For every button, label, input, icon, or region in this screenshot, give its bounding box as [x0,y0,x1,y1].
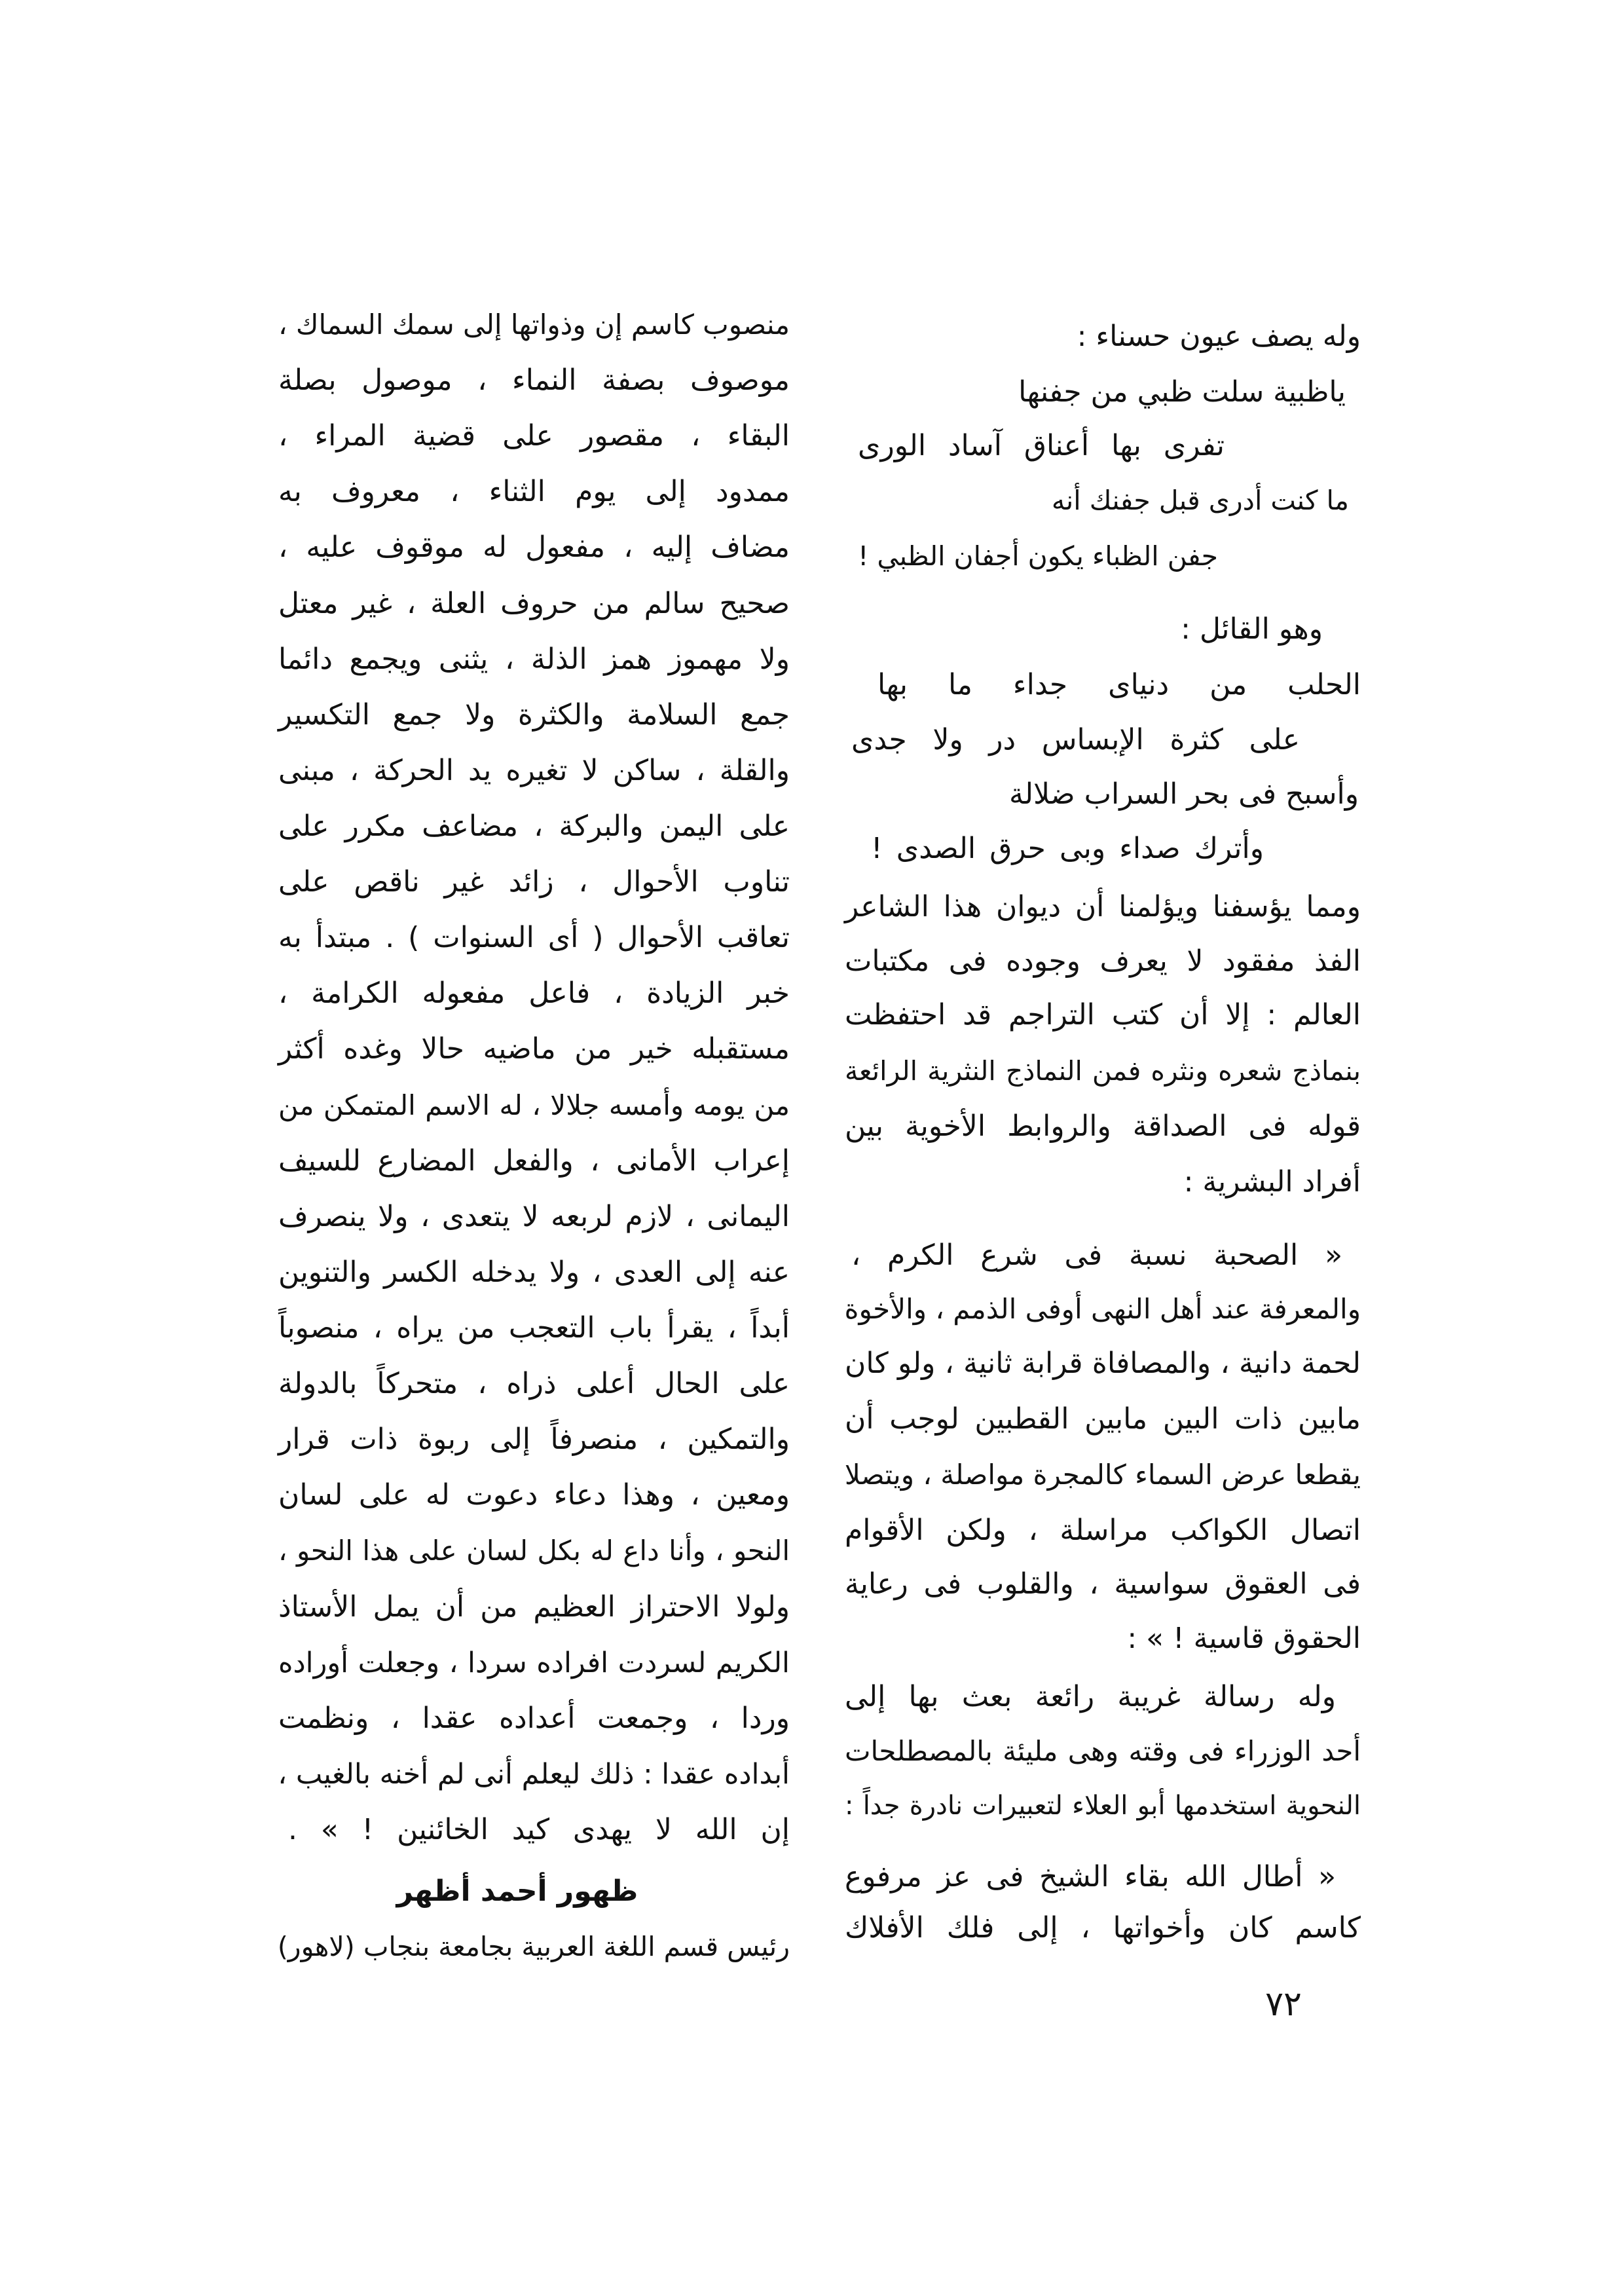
right-column-line: وأسبح فى بحر السراب ضلالة [1008,777,1359,812]
left-column-line: على اليمن والبركة ، مضاعف مكرر على [278,809,790,843]
left-column-line: منصوب كاسم إن وذواتها إلى سمك السماك ، [278,308,790,341]
left-column-line: على الحال أعلى ذراه ، متحركاً بالدولة [278,1367,790,1401]
right-column-line: قوله فى الصداقة والروابط الأخوية بين [845,1110,1361,1144]
right-column-line: كاسم كان وأخواتها ، إلى فلك الأفلاك [845,1911,1361,1945]
right-column-line: وله يصف عيون حسناء : [1077,319,1361,353]
left-column-line: عنه إلى العدى ، ولا يدخله الكسر والتنوين [278,1255,790,1289]
left-column-line: خبر الزيادة ، فاعل مفعوله الكرامة ، [278,977,790,1011]
right-column-line: بنماذج شعره ونثره فمن النماذج النثرية الرائعة [845,1055,1361,1087]
left-column-line: أبداً ، يقرأ باب التعجب من يراه ، منصوباً [278,1311,790,1345]
right-column-line: فى العقوق سواسية ، والقلوب فى رعاية [845,1567,1361,1601]
left-column-line: البقاء ، مقصور على قضية المراء ، [278,419,790,453]
right-column-line: جفن الظباء يكون أجفان الظبي ! [857,540,1218,572]
right-column-line: لحمة دانية ، والمصافاة قرابة ثانية ، ولو كان [845,1347,1361,1381]
left-column-line: إعراب الأمانى ، والفعل المضارع للسيف [278,1144,790,1178]
right-column-line: « أطال الله بقاء الشيخ فى عز مرفوع [845,1860,1336,1894]
left-column-line: مضاف إليه ، مفعول له موقوف عليه ، [278,531,790,565]
right-column-line: يقطعا عرض السماء كالمجرة مواصلة ، ويتصلا [844,1458,1361,1491]
right-column-line: أحد الوزراء فى وقته وهى مليئة بالمصطلحات [845,1735,1361,1768]
left-column-line: اليمانى ، لازم لربعه لا يتعدى ، ولا ينصرف [278,1199,790,1233]
right-column-line: وأترك صداء وبى حرق الصدى ! [871,831,1264,865]
right-column-line: العالم : إلا أن كتب التراجم قد احتفظت [845,998,1361,1032]
left-column-line: جمع السلامة والكثرة ولا جمع التكسير [278,698,790,732]
author-title: رئيس قسم اللغة العربية بجامعة بنجاب (لاهور) [277,1931,790,1962]
left-column-line: صحيح سالم من حروف العلة ، غير معتل [278,586,790,620]
left-column-line: الكريم لسردت افراده سردا ، وجعلت أوراده [278,1646,790,1679]
left-column-line: ومعين ، وهذا دعاء دعوت له على لسان [278,1478,790,1512]
left-column-line: مستقبله خير من ماضيه حالا وغده أكثر [278,1032,790,1066]
right-column-line: وله رسالة غريبة رائعة بعث بها إلى [845,1680,1336,1714]
left-column-line: تناوب الأحوال ، زائد غير ناقص على [278,865,790,899]
right-column-line: ومما يؤسفنا ويؤلمنا أن ديوان هذا الشاعر [845,890,1361,924]
right-column-line: مابين ذات البين مابين القطبين لوجب أن [845,1402,1361,1436]
left-column-line: من يومه وأمسه جلالا ، له الاسم المتمكن من [278,1089,790,1121]
right-column-line: الحلب من دنياى جداء ما بها [877,667,1361,701]
right-column-line: أفراد البشرية : [1183,1165,1361,1199]
left-column-line: النحو ، وأنا داع له بكل لسان على هذا النحو ، [278,1535,790,1567]
left-column-line: إن الله لا يهدى كيد الخائنين ! » . [288,1813,790,1847]
left-column-line: تعاقب الأحوال ( أى السنوات ) . مبتدأ به [278,921,790,955]
right-column-line: النحوية استخدمها أبو العلاء لتعبيرات نادرة جداً : [845,1790,1361,1821]
left-column-line: ممدود إلى يوم الثناء ، معروف به [278,475,790,509]
left-column-line: وردا ، وجمعت أعداده عقدا ، ونظمت [278,1701,790,1735]
left-column-line: موصوف بصفة النماء ، موصول بصلة [278,364,790,398]
right-column-line: على كثرة الإبساس در ولا جدى [851,723,1300,757]
right-column-line: « الصحبة نسبة فى شرع الكرم ، [851,1238,1342,1272]
right-column-line: والمعرفة عند أهل النهى أوفى الذمم ، والأخوة [844,1293,1361,1326]
left-column-line: أبداده عقدا : ذلك ليعلم أنى لم أخنه بالغيب ، [278,1757,790,1791]
right-column-line: ما كنت أدرى قبل جفنك أنه [1051,485,1349,517]
left-column-line: ولا مهموز همز الذلة ، يثنى ويجمع دائما [278,642,790,676]
author-name: ظهور أحمد أظهر [396,1875,638,1908]
right-column-line: الحقوق قاسية ! » : [1127,1622,1361,1656]
page-number: ٧٢ [1265,1985,1302,2024]
right-column-line: الفذ مفقود لا يعرف وجوده فى مكتبات [845,944,1361,978]
right-column-line: اتصال الكواكب مراسلة ، ولكن الأقوام [845,1513,1361,1547]
right-column-line: ياظبية سلت ظبي من جفنها [1018,375,1346,409]
left-column-line: والقلة ، ساكن لا تغيره يد الحركة ، مبنى [278,753,790,787]
left-column-line: والتمكين ، منصرفاً إلى ربوة ذات قرار [278,1423,790,1457]
right-column-line: وهو القائل : [1181,612,1323,646]
right-column-line: تفرى بها أعناق آساد الورى [858,429,1225,463]
left-column-line: ولولا الاحتراز العظيم من أن يمل الأستاذ [278,1590,790,1624]
